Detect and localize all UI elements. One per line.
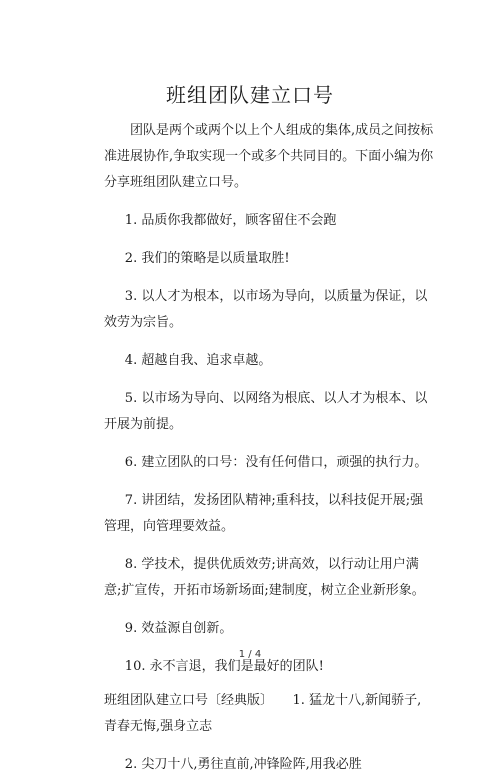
slogan-item-3: 3. 以人才为根本，以市场为导向，以质量为保证，以效劳为宗旨。 bbox=[104, 289, 428, 330]
classic-section-line: 班组团队建立口号〔经典版〕 1. 猛龙十八,新闻骄子,青春无悔,强身立志 bbox=[104, 693, 422, 734]
page-indicator: 1 / 4 bbox=[238, 649, 262, 660]
slogan-item-10: 10. 永不言退，我们是最好的团队! bbox=[124, 659, 324, 674]
slogan-item-5: 5. 以市场为导向、以网络为根底、以人才为根本、以开展为前提。 bbox=[104, 391, 428, 432]
document-body bbox=[104, 118, 434, 778]
slogan-item-9: 9. 效益源自创新。 bbox=[124, 621, 233, 636]
slogan-item-8: 8. 学技术，提供优质效劳;讲高效，以行动让用户满意;扩宣传，开拓市场新场面;建制度，树立企业新形象。 bbox=[104, 557, 425, 598]
slogan-item-6: 6. 建立团队的口号：没有任何借口，顽强的执行力。 bbox=[124, 455, 428, 470]
document-title: 班组团队建立口号 bbox=[166, 83, 334, 107]
slogan-item-4: 4. 超越自我、追求卓越。 bbox=[124, 353, 272, 368]
classic-item-2: 2. 尖刀十八,勇往直前,冲锋险阵,用我必胜 bbox=[124, 757, 362, 772]
slogan-item-2: 2. 我们的策略是以质量取胜! bbox=[124, 251, 290, 266]
intro-paragraph: 团队是两个或两个以上个人组成的集体,成员之间按标准进展协作,争取实现一个或多个共同目的。下面小编为你分享班组团队建立口号。 bbox=[104, 123, 434, 190]
slogan-item-7: 7. 讲团结，发扬团队精神;重科技，以科技促开展;强管理，向管理要效益。 bbox=[104, 493, 424, 534]
slogan-item-1: 1. 品质你我都做好，顾客留住不会跑 bbox=[124, 213, 337, 228]
